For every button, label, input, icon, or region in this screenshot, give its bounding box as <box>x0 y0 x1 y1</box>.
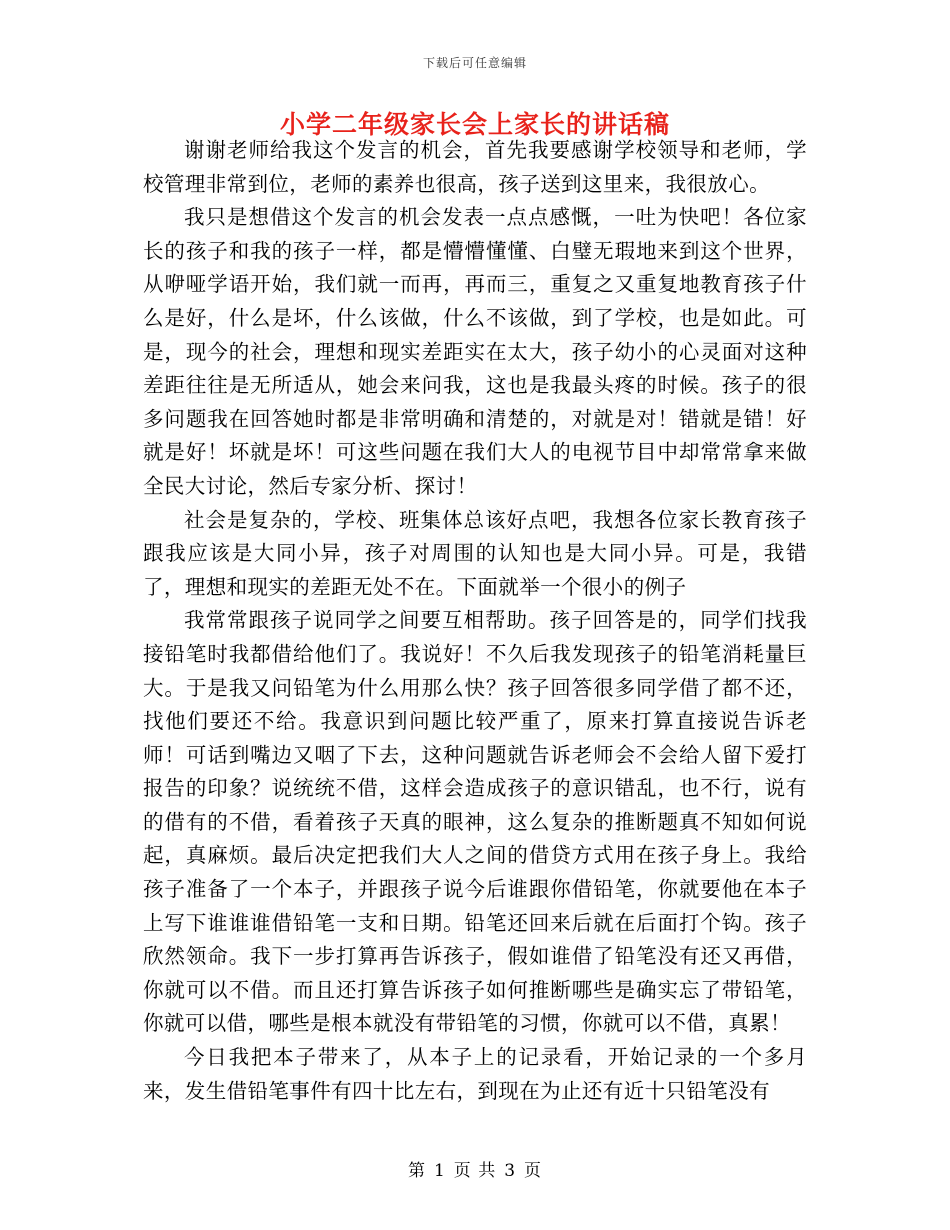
footer-middle: 页 共 <box>453 1161 497 1181</box>
document-title: 小学二年级家长会上家长的讲话稿 <box>279 110 670 139</box>
paragraph-1: 谢谢老师给我这个发言的机会，首先我要感谢学校领导和老师，学校管理非常到位，老师的素养也很高，孩子送到这里来，我很放心。 <box>143 138 807 196</box>
header-note: 下载后可任意编辑 <box>422 56 527 70</box>
page-footer <box>0 1156 950 1181</box>
footer-prefix: 第 <box>407 1161 426 1181</box>
paragraph-4: 我常常跟孩子说同学之间要互相帮助。孩子回答是的，同学们找我接铅笔时我都借给他们了。我说好！不久后我发现孩子的铅笔消耗量巨大。于是我又问铅笔为什么用那么快？孩子回答很多同学借了都不还，找他们要还不给。我意识到问题比较严重了，原来打算直接说告诉老师！可话到嘴边又咽了下去，这种问题就告诉老师会不会给人留下爱打报告的印象？说统统不借，这样会造成孩子的意识错乱，也不行，说有的借有的不借，看着孩子天真的眼神，这么复杂的推断题真不知如何说起，真麻烦。最后决定把我们大人之间的借贷方式用在孩子身上。我给孩子准备了一个本子，并跟孩子说今后谁跟你借铅笔，你就要他在本子上写下谁谁谁借铅笔一支和日期。铅笔还回来后就在后面打个钩。孩子欣然领命。我下一步打算再告诉孩子，假如谁借了铅笔没有还又再借，你就可以不借。而且还打算告诉孩子如何推断哪些是确实忘了带铅笔，你就可以借，哪些是根本就没有带铅笔的习惯，你就可以不借，真累！ <box>143 608 807 1036</box>
paragraph-5: 今日我把本子带来了，从本子上的记录看，开始记录的一个多月来，发生借铅笔事件有四十比左右，到现在为止还有近十只铅笔没有 <box>143 1045 807 1103</box>
paragraph-3: 社会是复杂的，学校、班集体总该好点吧，我想各位家长教育孩子跟我应该是大同小异，孩子对周围的认知也是大同小异。可是，我错了，理想和现实的差距无处不在。下面就举一个很小的例子 <box>143 507 807 599</box>
footer-suffix: 页 <box>524 1161 543 1181</box>
footer-page-number: 1 <box>433 1161 446 1181</box>
paragraph-2: 我只是想借这个发言的机会发表一点点感慨，一吐为快吧！各位家长的孩子和我的孩子一样，都是懵懵懂懂、白璧无瑕地来到这个世界，从咿哑学语开始，我们就一而再，再而三，重复之又重复地教育孩子什么是好，什么是坏，什么该做，什么不该做，到了学校，也是如此。可是，现今的社会，理想和现实差距实在太大，孩子幼小的心灵面对这种差距往往是无所适从，她会来问我，这也是我最头疼的时候。孩子的很多问题我在回答她时都是非常明确和清楚的，对就是对！错就是错！好就是好！坏就是坏！可这些问题在我们大人的电视节目中却常常拿来做全民大讨论，然后专家分析、探讨！ <box>143 205 807 498</box>
footer-total-pages: 3 <box>504 1161 517 1181</box>
document-body <box>143 134 807 1108</box>
